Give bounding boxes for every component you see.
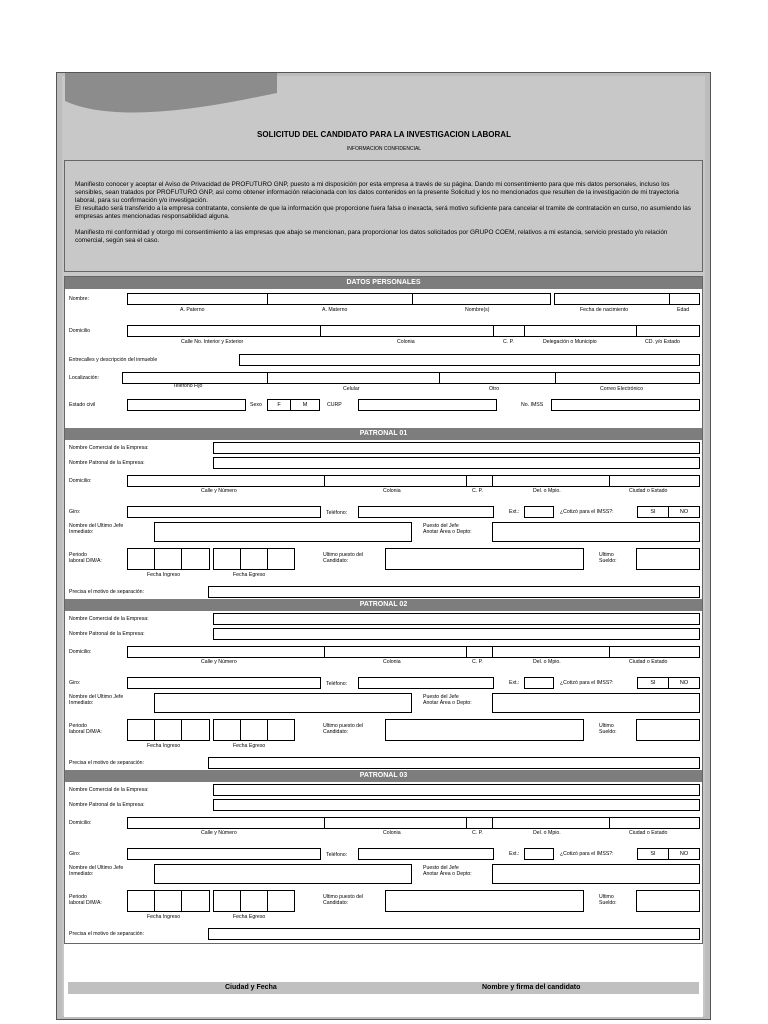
colonia-field[interactable] <box>320 325 494 337</box>
telefono-fijo-caption: Telefono Fijo <box>173 383 203 389</box>
patronal-01-motivo-field[interactable] <box>208 586 700 598</box>
patronal-01-periodo-label-2: laboral D/M/A: <box>69 558 102 564</box>
patronal-03-periodo-label-1: Periodo <box>69 894 87 900</box>
signature-area <box>64 944 703 1017</box>
form-title: SOLICITUD DEL CANDIDATO PARA LA INVESTIGACION LABORAL <box>257 130 511 139</box>
patronal-01-domicilio-label: Domicilio: <box>69 478 92 484</box>
patronal-03-egreso-anio[interactable] <box>267 890 295 912</box>
patronal-02-ingreso-dia[interactable] <box>127 719 155 741</box>
patronal-01-ultimo-puesto-label-2: Candidato: <box>323 558 349 564</box>
cd-estado-field[interactable] <box>636 325 700 337</box>
patronal-02-periodo-label-1: Periodo <box>69 723 87 729</box>
patronal-02-ultimo-puesto-label-2: Candidato: <box>323 729 349 735</box>
fecha-nacimiento-field[interactable] <box>554 293 670 305</box>
patronal-03-imss-no-option[interactable]: NO <box>668 848 700 860</box>
patronal-01-cp-caption: C. P. <box>472 488 483 494</box>
patronal-01-jefe-field[interactable] <box>154 522 412 542</box>
patronal-02-calle-field[interactable] <box>127 646 325 658</box>
patronal-02-patronal-label: Nombre Patronal de la Empresa: <box>69 631 145 637</box>
patronal-02-egreso-mes[interactable] <box>240 719 268 741</box>
patronal-03-ciudad-field[interactable] <box>609 817 700 829</box>
sexo-f-option[interactable]: F <box>267 399 291 411</box>
patronal-03-cp-field[interactable] <box>466 817 493 829</box>
patronal-03-puesto-jefe-field[interactable] <box>492 864 700 884</box>
patronal-02-ingreso-mes[interactable] <box>154 719 182 741</box>
patronal-01-ext-label: Ext.: <box>509 509 520 515</box>
patronal-02-giro-label: Giro: <box>69 680 81 686</box>
otro-caption: Otro <box>489 386 500 392</box>
materno-field[interactable] <box>267 293 413 305</box>
calle-field[interactable] <box>127 325 321 337</box>
patronal-02-del-caption: Del. o Mpio. <box>533 659 561 665</box>
form-subtitle: INFORMACION CONFIDENCIAL <box>346 146 422 152</box>
header-swoosh-decoration <box>57 73 277 123</box>
patronal-02-jefe-label-1: Nombre del Ultimo Jefe <box>69 694 124 700</box>
patronal-01-del-caption: Del. o Mpio. <box>533 488 561 494</box>
patronal-03-egreso-caption: Fecha Egreso <box>233 914 266 920</box>
delegacion-field[interactable] <box>524 325 637 337</box>
patronal-02-giro-field[interactable] <box>127 677 321 689</box>
patronal-02-colonia-caption: Colonia <box>383 659 401 665</box>
patronal-02-imss-question-label: ¿Cotizó para el IMSS?: <box>560 680 614 686</box>
patronal-02-colonia-field[interactable] <box>324 646 467 658</box>
notice-paragraph-1: Manifiesto conocer y aceptar el Aviso de Privacidad de PROFUTURO GNP, puesto a mi disposición por esta empresa a través de su página. Dando mi consentimiento para que mis datos personales, incluso los sensibles, sean tratados por PROFUTURO GNP, así como obtener información relacionada con los datos contenidos en la presente Solicitud y los no mencionados que resulten de la investigación de mi trayectoria laboral, para su confirmación y/o investigación. El resultado será transferido a la empresa contratante, consiente de que la información que proporcione fuera falsa o inexacta, será motivo suficiente para cancelar el tramite de contratación en curso, no asumiendo las empresas antes mencionadas responsabilidad alguna. <box>75 181 691 220</box>
edad-field[interactable] <box>669 293 700 305</box>
patronal-01-patronal-field[interactable] <box>213 457 700 469</box>
celular-field[interactable] <box>267 372 440 384</box>
patronal-02-ultimo-puesto-field[interactable] <box>385 719 584 741</box>
patronal-02-egreso-dia[interactable] <box>213 719 241 741</box>
patronal-01-ciudad-caption: Ciudad o Estado <box>629 488 668 494</box>
patronal-03-del-field[interactable] <box>492 817 610 829</box>
patronal-03-telefono-label: Teléfono: <box>326 852 348 858</box>
patronal-01-ultimo-puesto-field[interactable] <box>385 548 584 570</box>
patronal-02-cp-field[interactable] <box>466 646 493 658</box>
domicilio-label: Domicilio <box>69 328 91 334</box>
patronal-02-area-label: Anotar Área o Depto: <box>423 700 472 706</box>
patronal-01-motivo-label: Precisa el motivo de separación: <box>69 589 144 595</box>
patronal-01-comercial-label: Nombre Comercial de la Empresa: <box>69 445 149 451</box>
patronal-01-heading: PATRONAL 01 <box>65 428 702 440</box>
patronal-03-colonia-field[interactable] <box>324 817 467 829</box>
signature-caption-bar <box>68 982 699 994</box>
patronal-03-egreso-dia[interactable] <box>213 890 241 912</box>
patronal-01-ingreso-dia[interactable] <box>127 548 155 570</box>
patronal-03-puesto-jefe-label: Puesto del Jefe <box>423 865 459 871</box>
nombres-field[interactable] <box>412 293 551 305</box>
delegacion-caption: Delegación o Municipio <box>543 339 597 345</box>
patronal-03-calle-field[interactable] <box>127 817 325 829</box>
patronal-02-del-field[interactable] <box>492 646 610 658</box>
patronal-02-ultimo-puesto-label-1: Ultimo puesto del <box>323 723 364 729</box>
patronal-01-colonia-caption: Colonia <box>383 488 401 494</box>
patronal-03-colonia-caption: Colonia <box>383 830 401 836</box>
imss-label: No. IMSS <box>521 402 544 408</box>
cd-estado-caption: CD. y/o Estado <box>645 339 680 345</box>
nombre-label: Nombre: <box>69 296 89 302</box>
patronal-02-jefe-field[interactable] <box>154 693 412 713</box>
patronal-01-ultimo-puesto-label-1: Ultimo puesto del <box>323 552 364 558</box>
patronal-03-ultimo-puesto-label-2: Candidato: <box>323 900 349 906</box>
curp-field[interactable] <box>358 399 497 411</box>
patronal-01-egreso-anio[interactable] <box>267 548 295 570</box>
patronal-01-del-field[interactable] <box>492 475 610 487</box>
patronal-01-sueldo-label-1: Ultimo <box>599 552 614 558</box>
application-form <box>64 276 703 944</box>
patronal-02-sueldo-label-1: Ultimo <box>599 723 614 729</box>
patronal-02-motivo-label: Precisa el motivo de separación: <box>69 760 144 766</box>
patronal-01-telefono-label: Teléfono: <box>326 510 348 516</box>
patronal-01-giro-field[interactable] <box>127 506 321 518</box>
patronal-01-puesto-jefe-field[interactable] <box>492 522 700 542</box>
firma-candidato-label: Nombre y firma del candidato <box>482 984 581 991</box>
paterno-caption: A. Paterno <box>180 307 205 313</box>
correo-caption: Correo Electrónico <box>600 386 643 392</box>
patronal-02-imss-no-option[interactable]: NO <box>668 677 700 689</box>
patronal-03-ultimo-puesto-field[interactable] <box>385 890 584 912</box>
paterno-field[interactable] <box>127 293 268 305</box>
patronal-01-ext-field[interactable] <box>524 506 554 518</box>
patronal-01-jefe-label-1: Nombre del Ultimo Jefe <box>69 523 124 529</box>
patronal-03-del-caption: Del. o Mpio. <box>533 830 561 836</box>
patronal-01-ingreso-caption: Fecha Ingreso <box>147 572 181 578</box>
sexo-m-option[interactable]: M <box>290 399 320 411</box>
patronal-02-telefono-field[interactable] <box>358 677 494 689</box>
entrecalles-field[interactable] <box>239 354 700 366</box>
patronal-02-puesto-jefe-label: Puesto del Jefe <box>423 694 459 700</box>
patronal-02-ext-label: Ext.: <box>509 680 520 686</box>
patronal-01-ciudad-field[interactable] <box>609 475 700 487</box>
patronal-02-puesto-jefe-field[interactable] <box>492 693 700 713</box>
patronal-03-ingreso-caption: Fecha Ingreso <box>147 914 181 920</box>
fecha-nacimiento-caption: Fecha de nacimiento <box>580 307 629 313</box>
section-personal-heading: DATOS PERSONALES <box>65 277 702 289</box>
patronal-03-sueldo-field[interactable] <box>636 890 700 912</box>
ciudad-fecha-label: Ciudad y Fecha <box>225 984 277 991</box>
patronal-01-calle-caption: Calle y Número <box>201 488 237 494</box>
sexo-label: Sexo <box>250 402 262 408</box>
patronal-02-imss-si-option[interactable]: SI <box>637 677 669 689</box>
patronal-03-ext-label: Ext.: <box>509 851 520 857</box>
patronal-03-domicilio-label: Domicilio: <box>69 820 92 826</box>
patronal-02-cp-caption: C. P. <box>472 659 483 665</box>
patronal-01-telefono-field[interactable] <box>358 506 494 518</box>
patronal-01-ingreso-anio[interactable] <box>181 548 210 570</box>
patronal-03-giro-field[interactable] <box>127 848 321 860</box>
patronal-03-ultimo-puesto-label-1: Ultimo puesto del <box>323 894 364 900</box>
patronal-03-patronal-field[interactable] <box>213 799 700 811</box>
patronal-03-heading: PATRONAL 03 <box>65 770 702 782</box>
correo-field[interactable] <box>555 372 700 384</box>
patronal-02-jefe-label-2: Inmediato: <box>69 700 94 706</box>
curp-label: CURP <box>327 402 342 408</box>
patronal-02-egreso-anio[interactable] <box>267 719 295 741</box>
privacy-notice <box>64 160 703 272</box>
patronal-02-ext-field[interactable] <box>524 677 554 689</box>
patronal-01-jefe-label-2: Inmediato: <box>69 529 94 535</box>
patronal-01-puesto-jefe-label: Puesto del Jefe <box>423 523 459 529</box>
patronal-03-telefono-field[interactable] <box>358 848 494 860</box>
patronal-01-comercial-field[interactable] <box>213 442 700 454</box>
otro-field[interactable] <box>439 372 556 384</box>
patronal-03-jefe-label-1: Nombre del Ultimo Jefe <box>69 865 124 871</box>
patronal-03-jefe-label-2: Inmediato: <box>69 871 94 877</box>
patronal-01-giro-label: Giro: <box>69 509 81 515</box>
patronal-01-cp-field[interactable] <box>466 475 493 487</box>
cp-caption: C. P. <box>503 339 514 345</box>
patronal-02-ciudad-field[interactable] <box>609 646 700 658</box>
estado-civil-label: Estado civil <box>69 402 96 408</box>
patronal-02-comercial-field[interactable] <box>213 613 700 625</box>
patronal-01-imss-no-option[interactable]: NO <box>668 506 700 518</box>
patronal-01-imss-si-option[interactable]: SI <box>637 506 669 518</box>
localizacion-label: Localización: <box>69 375 99 381</box>
patronal-03-comercial-field[interactable] <box>213 784 700 796</box>
patronal-01-area-label: Anotar Área o Depto: <box>423 529 472 535</box>
patronal-03-periodo-label-2: laboral D/M/A: <box>69 900 102 906</box>
patronal-02-ingreso-caption: Fecha Ingreso <box>147 743 181 749</box>
patronal-02-periodo-label-2: laboral D/M/A: <box>69 729 102 735</box>
patronal-02-comercial-label: Nombre Comercial de la Empresa: <box>69 616 149 622</box>
patronal-03-motivo-field[interactable] <box>208 928 700 940</box>
patronal-01-patronal-label: Nombre Patronal de la Empresa: <box>69 460 145 466</box>
patronal-01-colonia-field[interactable] <box>324 475 467 487</box>
notice-paragraph-2: Manifiesto mi conformidad y otorgo mi consentimiento a las empresas que abajo se mencionan, para proporcionar los datos solicitados por GRUPO COEM, relativos a mi estancia, servicio prestado y/o relación comercial, según sea el caso. <box>75 229 668 244</box>
patronal-03-imss-si-option[interactable]: SI <box>637 848 669 860</box>
patronal-01-periodo-label-1: Periodo <box>69 552 87 558</box>
patronal-02-ingreso-anio[interactable] <box>181 719 210 741</box>
patronal-02-motivo-field[interactable] <box>208 757 700 769</box>
patronal-02-patronal-field[interactable] <box>213 628 700 640</box>
patronal-03-patronal-label: Nombre Patronal de la Empresa: <box>69 802 145 808</box>
celular-caption: Celular <box>343 386 360 392</box>
patronal-03-ext-field[interactable] <box>524 848 554 860</box>
estado-civil-field[interactable] <box>127 399 246 411</box>
patronal-02-calle-caption: Calle y Número <box>201 659 237 665</box>
imss-field[interactable] <box>551 399 700 411</box>
entrecalles-label: Entrecalles y descripción del inmueble <box>69 357 158 363</box>
patronal-03-comercial-label: Nombre Comercial de la Empresa: <box>69 787 149 793</box>
patronal-02-sueldo-field[interactable] <box>636 719 700 741</box>
cp-field[interactable] <box>493 325 525 337</box>
patronal-02-sueldo-label-2: Sueldo: <box>599 729 617 735</box>
patronal-02-telefono-label: Teléfono: <box>326 681 348 687</box>
patronal-01-egreso-mes[interactable] <box>240 548 268 570</box>
patronal-03-sueldo-label-1: Ultimo <box>599 894 614 900</box>
patronal-01-egreso-caption: Fecha Egreso <box>233 572 266 578</box>
patronal-03-area-label: Anotar Área o Depto: <box>423 871 472 877</box>
patronal-01-sueldo-label-2: Sueldo: <box>599 558 617 564</box>
calle-caption: Calle No. Interior y Exterior <box>181 339 244 345</box>
patronal-02-domicilio-label: Domicilio: <box>69 649 92 655</box>
patronal-03-ingreso-anio[interactable] <box>181 890 210 912</box>
patronal-03-ingreso-dia[interactable] <box>127 890 155 912</box>
patronal-01-calle-field[interactable] <box>127 475 325 487</box>
patronal-03-ingreso-mes[interactable] <box>154 890 182 912</box>
patronal-03-imss-question-label: ¿Cotizó para el IMSS?: <box>560 851 614 857</box>
patronal-03-calle-caption: Calle y Número <box>201 830 237 836</box>
patronal-03-ciudad-caption: Ciudad o Estado <box>629 830 668 836</box>
patronal-03-giro-label: Giro: <box>69 851 81 857</box>
patronal-01-ingreso-mes[interactable] <box>154 548 182 570</box>
patronal-02-ciudad-caption: Ciudad o Estado <box>629 659 668 665</box>
edad-caption: Edad <box>677 307 690 313</box>
patronal-03-cp-caption: C. P. <box>472 830 483 836</box>
patronal-02-heading: PATRONAL 02 <box>65 599 702 611</box>
patronal-03-sueldo-label-2: Sueldo: <box>599 900 617 906</box>
patronal-02-egreso-caption: Fecha Egreso <box>233 743 266 749</box>
colonia-caption: Colonia <box>397 339 415 345</box>
patronal-01-sueldo-field[interactable] <box>636 548 700 570</box>
patronal-01-imss-question-label: ¿Cotizó para el IMSS?: <box>560 509 614 515</box>
nombres-caption: Nombre(s) <box>465 307 490 313</box>
patronal-01-egreso-dia[interactable] <box>213 548 241 570</box>
patronal-03-motivo-label: Precisa el motivo de separación: <box>69 931 144 937</box>
patronal-03-jefe-field[interactable] <box>154 864 412 884</box>
materno-caption: A. Materno <box>322 307 348 313</box>
patronal-03-egreso-mes[interactable] <box>240 890 268 912</box>
